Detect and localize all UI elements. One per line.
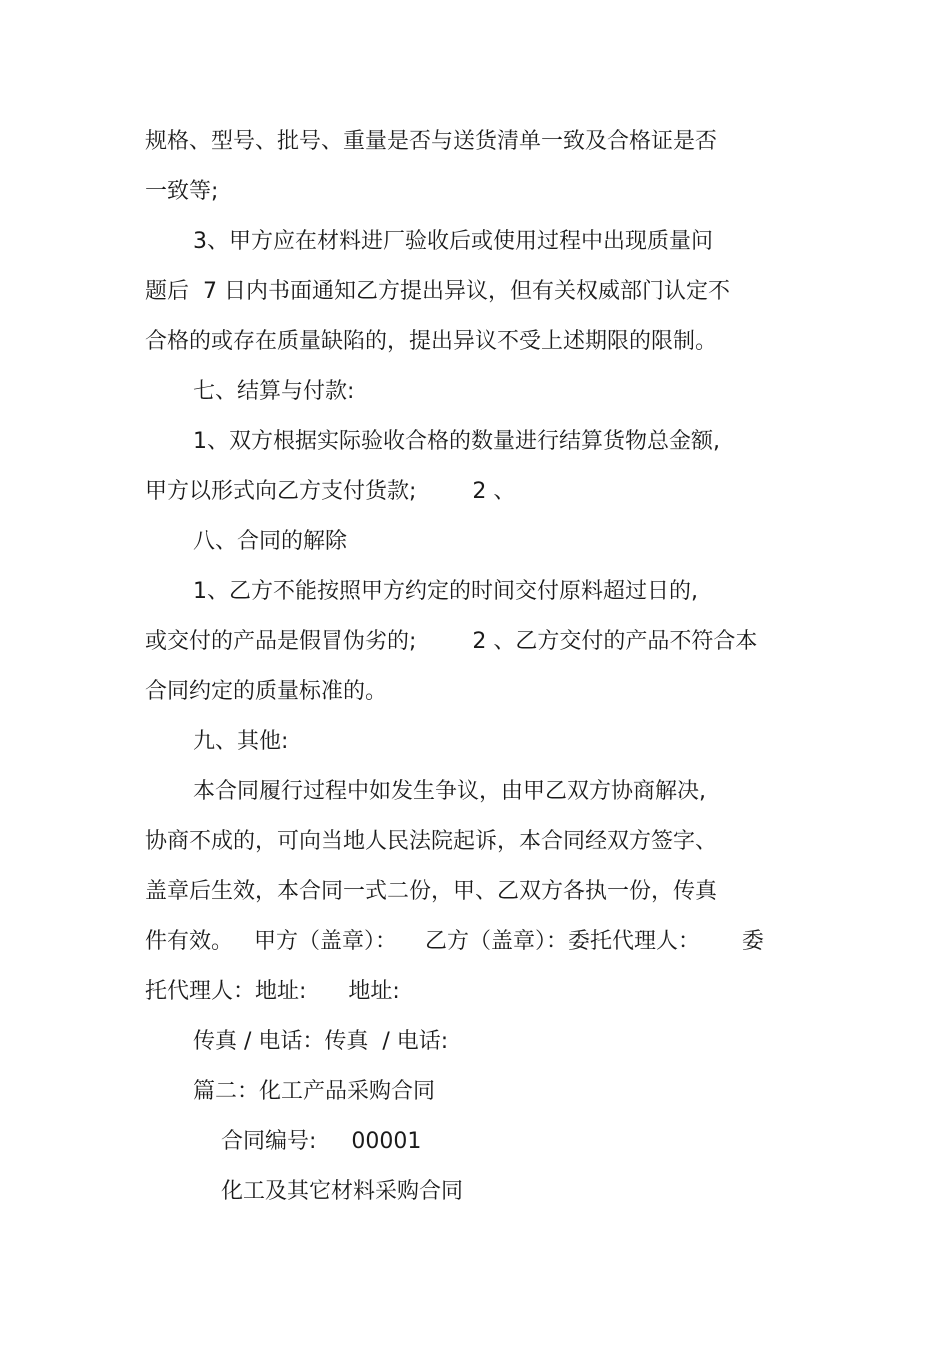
text-line: 3、甲方应在材料进厂验收后或使用过程中出现质量问	[193, 229, 713, 254]
text-line: 1、双方根据实际验收合格的数量进行结算货物总金额,	[193, 429, 720, 454]
section-heading: 篇二：化工产品采购合同	[193, 1079, 436, 1104]
text-line: 题后 7 日内书面通知乙方提出异议，但有关权威部门认定不	[145, 279, 730, 304]
text-line: 1、乙方不能按照甲方约定的时间交付原料超过日的,	[193, 579, 698, 604]
text-line: 托代理人：地址: 地址:	[145, 979, 400, 1004]
section-heading: 八、合同的解除	[193, 529, 348, 554]
text-line: 盖章后生效，本合同一式二份，甲、乙双方各执一份，传真	[145, 879, 718, 904]
text-line: 协商不成的，可向当地人民法院起诉，本合同经双方签字、	[145, 829, 718, 854]
text-line: 规格、型号、批号、重量是否与送货清单一致及合格证是否	[145, 129, 718, 154]
text-line: 或交付的产品是假冒伪劣的; 2 、乙方交付的产品不符合本	[145, 629, 758, 654]
section-heading: 七、结算与付款:	[193, 379, 355, 404]
text-line: 甲方以形式向乙方支付货款; 2 、	[145, 479, 516, 504]
text-line: 合同约定的质量标准的。	[145, 679, 388, 704]
text-line: 一致等;	[145, 179, 219, 204]
text-line: 合格的或存在质量缺陷的，提出异议不受上述期限的限制。	[145, 329, 718, 354]
section-heading: 九、其他:	[193, 729, 289, 754]
contract-title: 化工及其它材料采购合同	[221, 1179, 464, 1204]
text-line: 件有效。 甲方（盖章）： 乙方（盖章）：委托代理人： 委	[145, 929, 764, 954]
text-line: 本合同履行过程中如发生争议，由甲乙双方协商解决,	[193, 779, 706, 804]
text-line: 传真 / 电话：传真 / 电话:	[193, 1029, 449, 1054]
contract-number: 合同编号: 00001	[221, 1129, 422, 1154]
